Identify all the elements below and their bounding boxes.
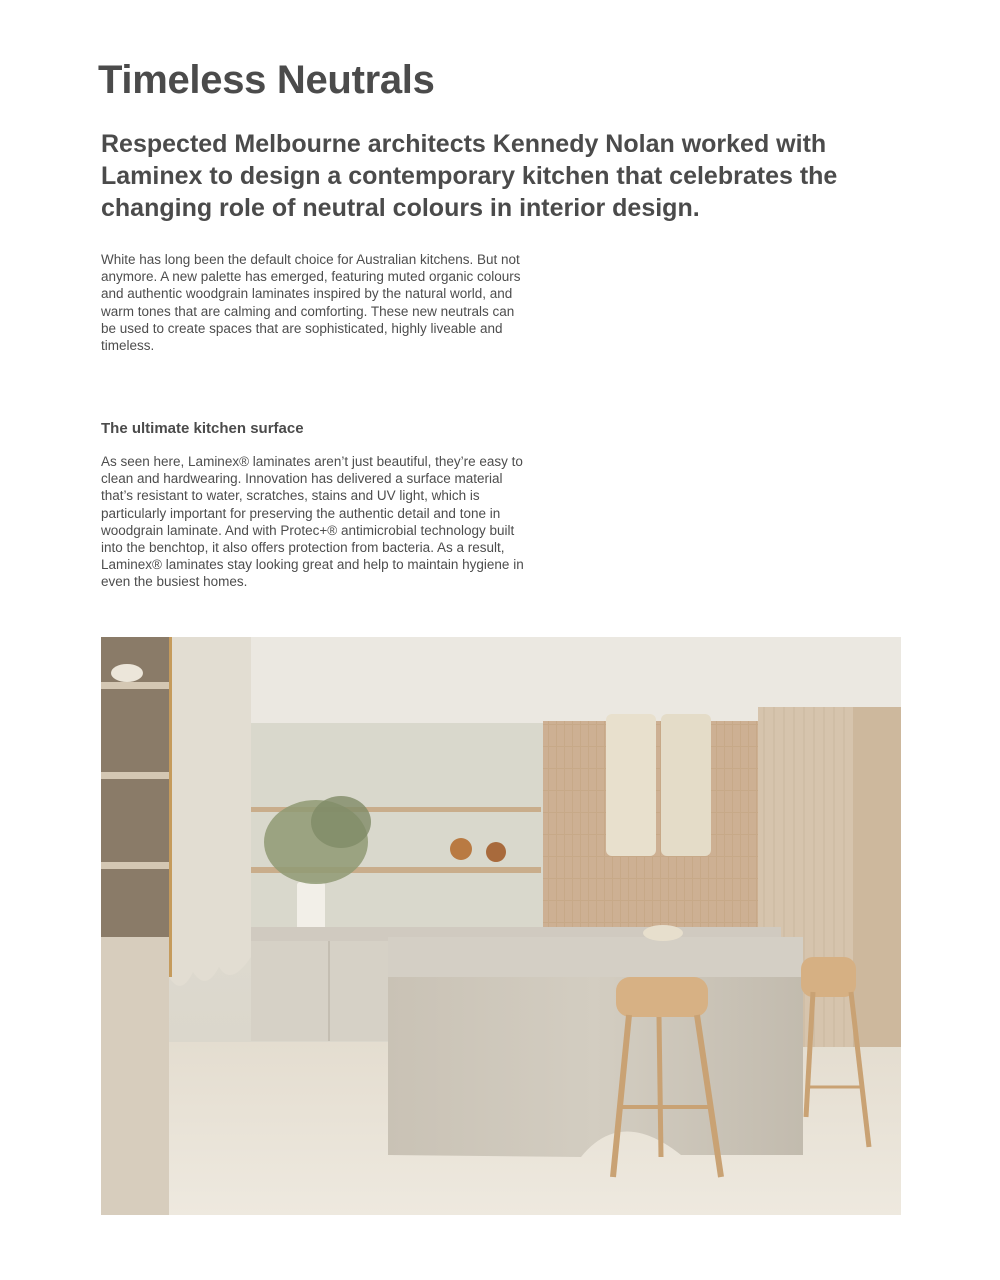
left-base-cabinet <box>101 937 169 1215</box>
bowl <box>643 925 683 941</box>
tall-cabinet-door <box>853 707 901 1047</box>
kitchen-photo <box>101 637 901 1215</box>
section-body: As seen here, Laminex® laminates aren’t just beautiful, they’re easy to clean and hardwearing. Innovation has delivered a surface material that’s resistant to water, scratches, stains and UV light, which is particularly important for preserving the authentic detail and tone in woodgrain laminate. And with Protec+® antimicrobial technology built into the benchtop, it also offers protection from bacteria. As a result, Laminex® laminates stay looking great and help to maintain hygiene in even the busiest homes. <box>101 454 524 590</box>
curved-panels <box>169 637 251 986</box>
lede-paragraph: Respected Melbourne architects Kennedy Nolan worked with Laminex to design a contemporary kitchen that celebrates the changing role of neutral colours in interior design. <box>101 130 838 222</box>
rangehood-left <box>606 714 656 856</box>
intro-paragraph: White has long been the default choice for Australian kitchens. But not anymore. A new palette has emerged, featuring muted organic colours and authentic woodgrain laminates inspired by the natural world, and warm tones that are calming and comforting. These new neutrals can be used to create spaces that are sophisticated, highly liveable and timeless. <box>101 252 521 354</box>
vase <box>297 882 325 930</box>
page-title: Timeless Neutrals <box>98 58 435 102</box>
rangehood-right <box>661 714 711 856</box>
island-body <box>388 977 803 1157</box>
section-heading: The ultimate kitchen surface <box>101 420 304 437</box>
copper-pan <box>486 842 506 862</box>
copper-pot <box>450 838 472 860</box>
island-top <box>388 937 803 977</box>
